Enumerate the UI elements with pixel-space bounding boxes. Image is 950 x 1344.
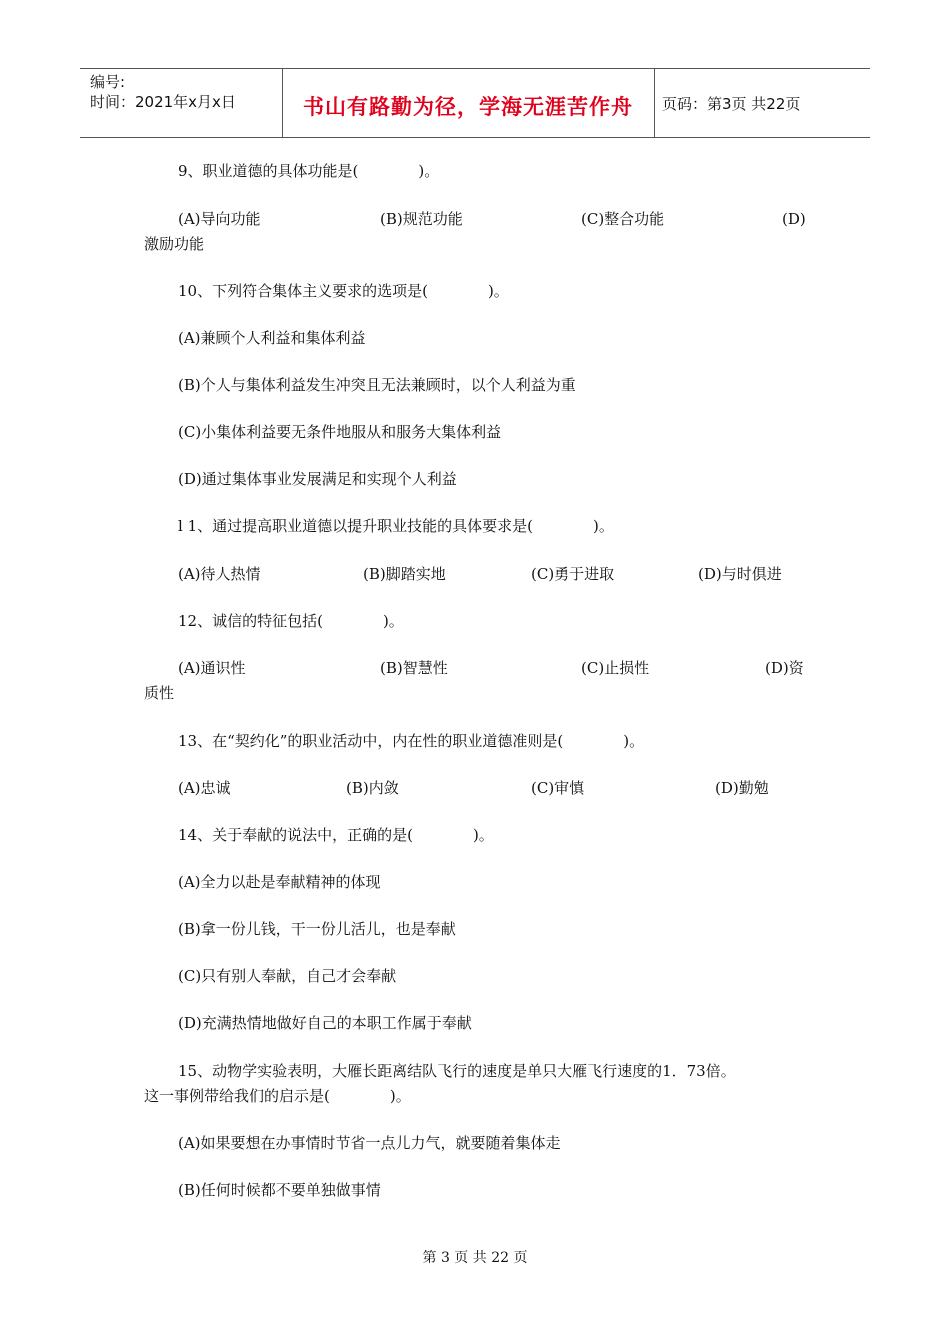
question-stem: 9、职业道德的具体功能是( )。 (178, 162, 440, 180)
question-stem: 12、诚信的特征包括( )。 (178, 612, 404, 630)
option-d-continuation: 激励功能 (144, 235, 205, 253)
option-c: (C)止损性 (581, 659, 650, 677)
option-b: (B)任何时候都不要单独做事情 (178, 1181, 381, 1199)
option-b: (B)智慧性 (380, 659, 448, 677)
question-stem: l 1、通过提高职业道德以提升职业技能的具体要求是( )。 (178, 517, 614, 535)
page-footer: 第 3 页 共 22 页 (422, 1250, 528, 1266)
option-d: (D)充满热情地做好自己的本职工作属于奉献 (178, 1014, 472, 1032)
date-label: 时间：2021年x月x日 (90, 93, 236, 111)
question-stem: 14、关于奉献的说法中，正确的是( )。 (178, 826, 494, 844)
question-stem: 15、动物学实验表明，大雁长距离结队飞行的速度是单只大雁飞行速度的1．73倍。 (178, 1062, 736, 1080)
option-d: (D) (782, 210, 806, 228)
option-b: (B)规范功能 (380, 210, 463, 228)
header-left-cell (80, 69, 283, 137)
option-c: (C)审慎 (531, 779, 585, 797)
option-a: (A)忠诚 (178, 779, 231, 797)
option-a: (A)兼顾个人利益和集体利益 (178, 329, 366, 347)
question-stem: 10、下列符合集体主义要求的选项是( )。 (178, 282, 509, 300)
option-b: (B)拿一份儿钱，干一份儿活儿，也是奉献 (178, 920, 456, 938)
option-d: (D)通过集体事业发展满足和实现个人利益 (178, 470, 457, 488)
page-header (80, 68, 870, 138)
option-d-continuation: 质性 (144, 684, 175, 702)
option-c: (C)勇于进取 (531, 565, 615, 583)
option-c: (C)整合功能 (581, 210, 665, 228)
option-a: (A)待人热情 (178, 565, 261, 583)
option-a: (A)如果要想在办事情时节省一点儿力气，就要随着集体走 (178, 1134, 561, 1152)
number-label: 编号: (90, 73, 126, 91)
option-d: (D)资 (765, 659, 804, 677)
option-b: (B)个人与集体利益发生冲突且无法兼顾时，以个人利益为重 (178, 376, 576, 394)
option-b: (B)脚踏实地 (363, 565, 446, 583)
option-a: (A)全力以赴是奉献精神的体现 (178, 873, 381, 891)
option-d: (D)与时俱进 (698, 565, 782, 583)
option-a: (A)导向功能 (178, 210, 261, 228)
header-page-code: 页码：第3页 共22页 (662, 95, 801, 113)
option-a: (A)通识性 (178, 659, 246, 677)
option-c: (C)小集体利益要无条件地服从和服务大集体利益 (178, 423, 502, 441)
question-stem-continuation: 这一事例带给我们的启示是( )。 (144, 1087, 411, 1105)
option-d: (D)勤勉 (715, 779, 769, 797)
question-stem: 13、在“契约化”的职业活动中，内在性的职业道德准则是( )。 (178, 732, 645, 750)
header-center-cell (282, 69, 655, 137)
header-motto: 书山有路勤为径，学海无涯苦作舟 (303, 95, 633, 119)
header-right-cell (654, 69, 870, 137)
option-c: (C)只有别人奉献，自己才会奉献 (178, 967, 397, 985)
option-b: (B)内敛 (346, 779, 399, 797)
